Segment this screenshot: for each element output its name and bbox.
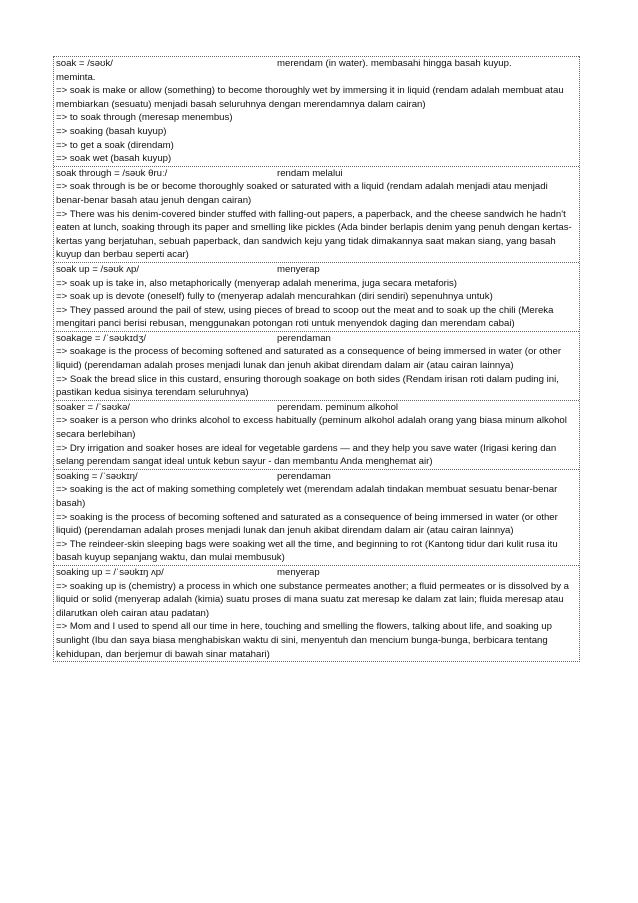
entry-header bbox=[56, 470, 577, 484]
entry-text: => to get a soak (direndam) bbox=[56, 139, 174, 151]
headword: soak = /səʊk/ bbox=[56, 58, 113, 69]
entry-text: => Soak the bread slice in this custard, ensuring thorough soakage on both sides (Rendam irisan roti dalam puding ini, pastikan kedua sisinya terendam seluruhnya) bbox=[56, 373, 559, 399]
entry-text: => They passed around the pail of stew, using pieces of bread to scoop out the meat and to soak up the chili (Mereka mengitari panci berisi rebusan, menggunakan potongan roti untuk menyendok daging dan merendam cabai) bbox=[56, 304, 554, 330]
entry-text: => to soak through (meresap menembus) bbox=[56, 112, 233, 124]
headword: soak through = /səʊk θruː/ bbox=[56, 167, 168, 179]
dictionary-entry bbox=[54, 469, 579, 565]
translation: perendam. peminum alkohol bbox=[277, 401, 399, 413]
dictionary-entry bbox=[54, 565, 579, 661]
translation: menyerap bbox=[277, 263, 320, 275]
headword: soak up = /səʊk ʌp/ bbox=[56, 263, 140, 275]
entry-header bbox=[56, 566, 577, 580]
translation: perendaman bbox=[277, 332, 331, 344]
entry-text: => soak is make or allow (something) to become thoroughly wet by immersing it in liquid (rendam adalah membuat atau membiarkan (sesuatu) menjadi basah seluruhnya dengan merendamnya dalam cairan) bbox=[56, 85, 564, 110]
headword: soaking up = /ˈsəʊkɪŋ ʌp/ bbox=[56, 566, 164, 578]
headword: soaking = /ˈsəʊkɪŋ/ bbox=[56, 470, 138, 482]
entry-header bbox=[56, 332, 577, 346]
entry-text: => soaking is the act of making something completely wet (merendam adalah tindakan membuat sesuatu benar-benar basah) bbox=[56, 484, 558, 509]
entry-text: => Mom and I used to spend all our time in here, touching and smelling the flowers, talking about life, and soaking up sunlight (Ibu dan saya biasa menghabiskan waktu di sini, menyentuh dan mencium bunga-bunga, berbicara tentang kehidupan, dan berjemur di bawah sinar matahari) bbox=[56, 621, 552, 660]
translation: rendam melalui bbox=[277, 167, 343, 179]
entry-text: => soakage is the process of becoming softened and saturated as a consequence of being immersed in water (or other liquid) (perendaman adalah proses menjadi lunak dan jenuh akibat direndam dalam air (atau cairan lainnya) bbox=[56, 346, 562, 372]
dictionary-entry bbox=[54, 166, 579, 262]
dictionary-entry bbox=[54, 262, 579, 331]
dictionary-entry bbox=[54, 56, 579, 166]
entry-text: => soaker is a person who drinks alcohol to excess habitually (peminum alkohol adalah orang yang biasa minum alkohol secara berlebihan) bbox=[56, 415, 567, 441]
dictionary-entry bbox=[54, 331, 579, 400]
headword: soakage = /ˈsəʊkɪdʒ/ bbox=[56, 332, 147, 344]
entry-text: => soak up is take in, also metaphorically (menyerap adalah menerima, juga secara metaforis) bbox=[56, 277, 458, 289]
entry-text: => soak up is devote (oneself) fully to (menyerap adalah mencurahkan (diri sendiri) sepenuhnya untuk) bbox=[56, 291, 493, 303]
entry-text: => soaking is the process of becoming softened and saturated as a consequence of being immersed in water (or other liquid) (perendaman adalah proses menjadi lunak dan jenuh akibat direndam dalam air (atau cairan lainnya) bbox=[56, 511, 558, 537]
translation: merendam (in water). membasahi hingga basah kuyup. bbox=[277, 58, 512, 69]
dictionary-entry bbox=[54, 400, 579, 469]
entry-header bbox=[56, 57, 577, 71]
translation: perendaman bbox=[277, 470, 331, 482]
entry-header bbox=[56, 167, 577, 181]
entry-header bbox=[56, 263, 577, 277]
entry-text: => soaking up is (chemistry) a process in which one substance permeates another; a fluid permeates or is dissolved by a liquid or solid (menyerap adalah (kimia) suatu proses di mana suatu zat meresap ke dalam zat lain; fluida meresap atau dilarutkan oleh cairan atau padatan) bbox=[56, 580, 569, 619]
entry-text: => soak through is be or become thoroughly soaked or saturated with a liquid (rendam adalah menjadi atau menjadi benar-benar basah atau jenuh dengan cairan) bbox=[56, 181, 548, 206]
entry-text: => There was his denim-covered binder stuffed with falling-out papers, a paperback, and the cheese sandwich he hadn't eaten at lunch, soaking through its paper and smelling like pickles (Ada binder berlapis denim yang penuh dengan kertas-kertas yang berjatuhan, sebuah paperback, dan sandwich keju yang tidak dimakannya saat makan siang, yang basah kuyup dan berbau seperti acar) bbox=[56, 208, 572, 261]
entry-text: meminta. bbox=[56, 71, 96, 83]
translation: menyerap bbox=[277, 566, 320, 578]
entry-text: => soaking (basah kuyup) bbox=[56, 125, 167, 137]
dictionary-document bbox=[53, 56, 580, 662]
entry-text: => soak wet (basah kuyup) bbox=[56, 153, 172, 165]
entry-text: => Dry irrigation and soaker hoses are ideal for vegetable gardens — and they help you save water (Irigasi kering dan selang perendam sangat ideal untuk kebun sayur - dan membantu Anda menghemat air) bbox=[56, 442, 557, 468]
entry-text: => The reindeer-skin sleeping bags were soaking wet all the time, and beginning to rot (Kantong tidur dari kulit rusa itu basah kuyup sepanjang waktu, dan mulai membusuk) bbox=[56, 538, 558, 564]
headword: soaker = /ˈsəʊkə/ bbox=[56, 401, 130, 413]
entry-header bbox=[56, 401, 577, 415]
